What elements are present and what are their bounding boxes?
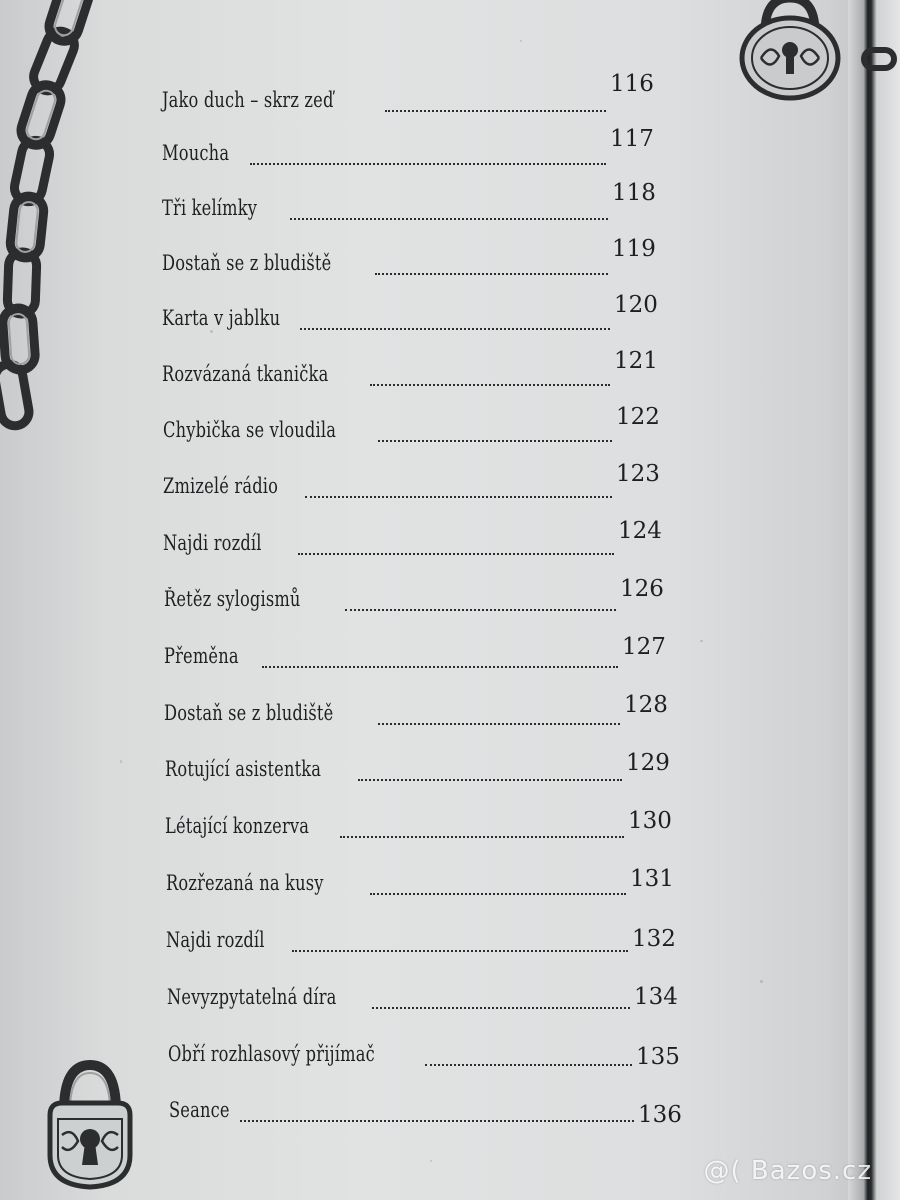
toc-entry-title: Moucha bbox=[162, 141, 230, 165]
toc-entry-title: Chybička se vloudila bbox=[163, 418, 337, 442]
toc-entry-page-number: 123 bbox=[616, 461, 660, 487]
toc-entry-page-number: 119 bbox=[612, 236, 656, 262]
toc-entry-title: Nevyzpytatelná díra bbox=[167, 985, 337, 1009]
watermark: @( Bazos.cz bbox=[703, 1156, 872, 1186]
toc-entry-page-number: 121 bbox=[614, 348, 658, 374]
toc-dot-leader bbox=[385, 110, 606, 112]
toc-dot-leader bbox=[300, 328, 610, 330]
toc-entry-page-number: 128 bbox=[624, 692, 668, 718]
toc-entry-page-number: 120 bbox=[614, 292, 658, 318]
toc-entry-title: Rozřezaná na kusy bbox=[166, 871, 324, 895]
toc-dot-leader bbox=[250, 163, 606, 165]
toc-dot-leader bbox=[378, 723, 620, 725]
toc-entry-title: Řetěz sylogismů bbox=[164, 587, 301, 611]
toc-dot-leader bbox=[372, 1007, 630, 1009]
toc-dot-leader bbox=[262, 666, 618, 668]
toc-entry-title: Najdi rozdíl bbox=[163, 531, 262, 555]
toc-entry-title: Tři kelímky bbox=[162, 196, 258, 220]
toc-entry-page-number: 134 bbox=[634, 984, 678, 1010]
toc-dot-leader bbox=[358, 779, 622, 781]
toc-entry-page-number: 130 bbox=[628, 808, 672, 834]
toc-entry-page-number: 117 bbox=[610, 126, 654, 152]
toc-entry-page-number: 135 bbox=[636, 1044, 680, 1070]
toc-entry-page-number: 132 bbox=[632, 926, 676, 952]
toc-dot-leader bbox=[375, 273, 608, 275]
toc-dot-leader bbox=[292, 950, 628, 952]
toc-entry-title: Obří rozhlasový přijímač bbox=[168, 1042, 375, 1066]
toc-entry-page-number: 122 bbox=[616, 404, 660, 430]
toc-entry-title: Přeměna bbox=[164, 644, 239, 668]
toc-entry-page-number: 127 bbox=[622, 634, 666, 660]
toc-dot-leader bbox=[370, 893, 626, 895]
toc-entry-title: Najdi rozdíl bbox=[166, 928, 265, 952]
toc-dot-leader bbox=[240, 1120, 634, 1122]
toc-entry-page-number: 129 bbox=[626, 750, 670, 776]
toc-dot-leader bbox=[290, 218, 608, 220]
toc-dot-leader bbox=[305, 496, 612, 498]
toc-entry-page-number: 118 bbox=[612, 180, 656, 206]
toc-dot-leader bbox=[378, 440, 612, 442]
toc-entry-title: Zmizelé rádio bbox=[163, 474, 279, 498]
toc-entry-page-number: 116 bbox=[610, 71, 654, 97]
toc-entry-title: Karta v jablku bbox=[162, 306, 281, 330]
toc-entry-title: Rotující asistentka bbox=[165, 757, 322, 781]
toc-dot-leader bbox=[370, 384, 610, 386]
toc-entry-page-number: 136 bbox=[638, 1102, 682, 1128]
toc-entry-page-number: 126 bbox=[620, 576, 664, 602]
toc-dot-leader bbox=[340, 836, 624, 838]
toc-entry-title: Jako duch – skrz zeď bbox=[162, 88, 334, 112]
toc-dot-leader bbox=[345, 609, 616, 611]
toc-entry-title: Rozvázaná tkanička bbox=[162, 362, 329, 386]
toc-entry-page-number: 131 bbox=[630, 866, 674, 892]
toc-dot-leader bbox=[425, 1064, 632, 1066]
toc-entry-title: Dostaň se z bludiště bbox=[162, 251, 332, 275]
toc-entry-page-number: 124 bbox=[618, 518, 662, 544]
toc-entry-title: Létající konzerva bbox=[165, 814, 310, 838]
toc-entry-title: Dostaň se z bludiště bbox=[164, 701, 334, 725]
toc-dot-leader bbox=[298, 553, 614, 555]
toc-entry-title: Seance bbox=[169, 1098, 230, 1122]
